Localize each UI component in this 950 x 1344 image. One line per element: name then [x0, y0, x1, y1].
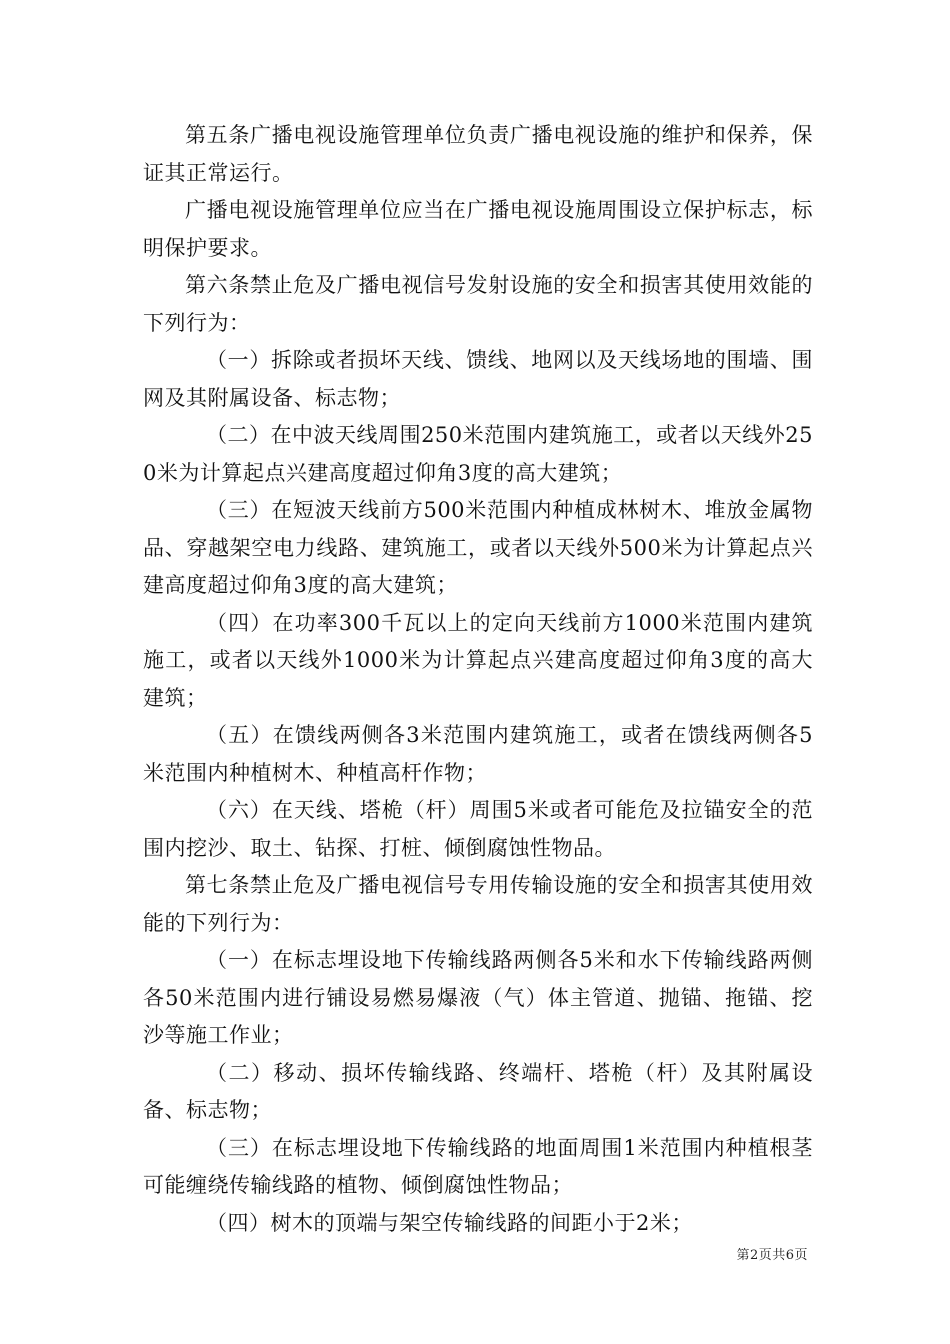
paragraph-article-5: 第五条广播电视设施管理单位负责广播电视设施的维护和保养，保证其正常运行。 [143, 123, 813, 185]
list-item-6-4: （四）在功率300千瓦以上的定向天线前方1000米范围内建筑施工，或者以天线外1000米为计算起点兴建高度超过仰角3度的高大建筑； [143, 610, 813, 710]
list-item-7-4: （四）树木的顶端与架空传输线路的间距小于2米； [206, 1210, 693, 1235]
document-body [143, 117, 813, 1242]
paragraph-article-6: 第六条禁止危及广播电视信号发射设施的安全和损害其使用效能的下列行为： [143, 273, 813, 335]
paragraph-article-5-protection-sign: 广播电视设施管理单位应当在广播电视设施周围设立保护标志，标明保护要求。 [143, 198, 813, 260]
page-number-footer: 第2页共6页 [736, 1248, 808, 1263]
list-item-7-3: （三）在标志埋设地下传输线路的地面周围1米范围内种植根茎可能缠绕传输线路的植物、倾倒腐蚀性物品； [143, 1135, 813, 1197]
list-item-7-2: （二）移动、损坏传输线路、终端杆、塔桅（杆）及其附属设备、标志物； [143, 1060, 813, 1122]
list-item-6-6: （六）在天线、塔桅（杆）周围5米或者可能危及拉锚安全的范围内挖沙、取土、钻探、打桩、倾倒腐蚀性物品。 [143, 798, 813, 860]
list-item-6-3: （三）在短波天线前方500米范围内种植成林树木、堆放金属物品、穿越架空电力线路、建筑施工，或者以天线外500米为计算起点兴建高度超过仰角3度的高大建筑； [143, 498, 813, 597]
list-item-6-2: （二）在中波天线周围250米范围内建筑施工，或者以天线外250米为计算起点兴建高度超过仰角3度的高大建筑； [143, 423, 813, 485]
list-item-6-1: （一）拆除或者损坏天线、馈线、地网以及天线场地的围墙、围网及其附属设备、标志物； [143, 348, 813, 410]
list-item-7-1: （一）在标志埋设地下传输线路两侧各5米和水下传输线路两侧各50米范围内进行铺设易燃易爆液（气）体主管道、抛锚、拖锚、挖沙等施工作业； [143, 948, 813, 1047]
paragraph-article-7: 第七条禁止危及广播电视信号专用传输设施的安全和损害其使用效能的下列行为： [143, 873, 813, 935]
list-item-6-5: （五）在馈线两侧各3米范围内建筑施工，或者在馈线两侧各5米范围内种植树木、种植高杆作物； [143, 723, 813, 785]
